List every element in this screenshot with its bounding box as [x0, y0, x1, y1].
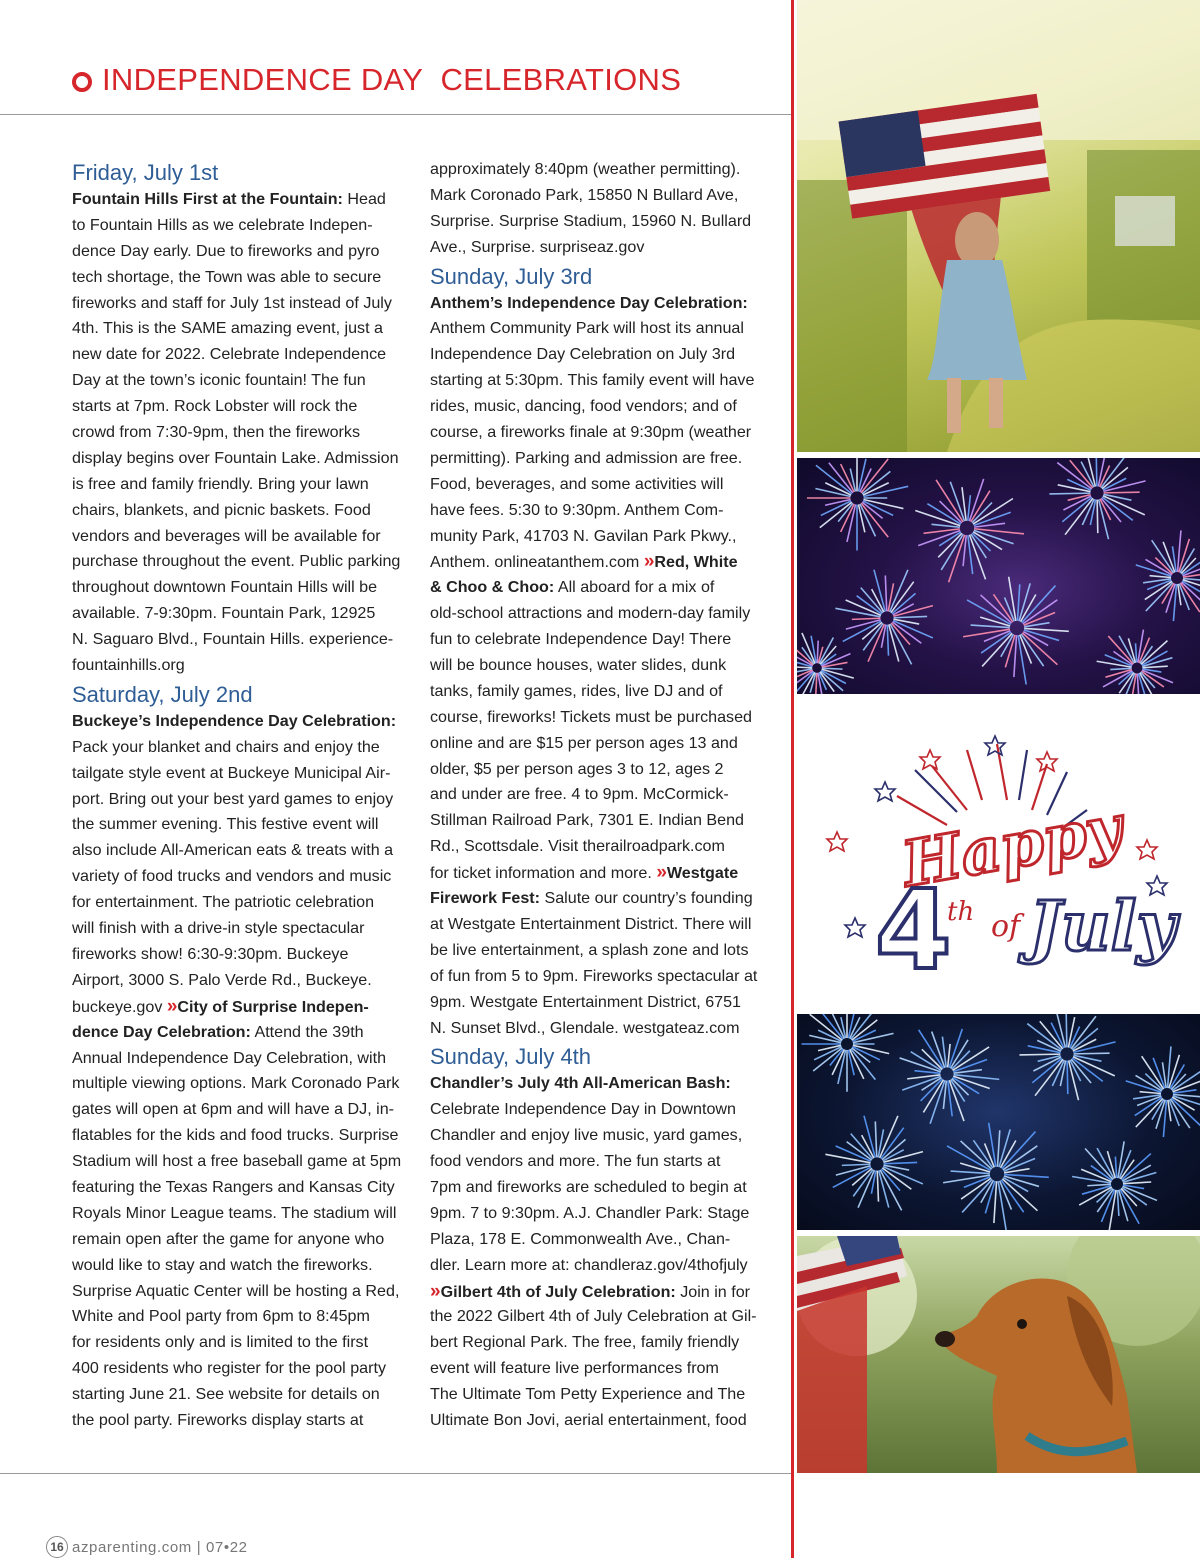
body-text-line: [430, 860, 770, 886]
body-text-line: fun to celebrate Independence Day! There: [430, 630, 732, 649]
body-text: Anthem. onlineatanthem.com: [430, 553, 644, 572]
body-text-line: Stadium will host a free baseball game at 5pm: [72, 1152, 402, 1171]
body-text-line: [72, 994, 412, 1020]
page-header: [72, 58, 681, 102]
happy-fourth-of-july-art: [797, 700, 1200, 1010]
body-text-line: remain open after the game for anyone who: [72, 1229, 385, 1248]
body-text-line: old-school attractions and modern-day family: [430, 604, 751, 623]
body-text-line: also include All-American eats & treats with a: [72, 841, 394, 860]
firework-burst: [963, 577, 1069, 685]
body-text-line: Chandler and enjoy live music, yard games,: [430, 1126, 743, 1145]
art-happy: Happy: [896, 790, 1128, 901]
body-text-line: event will feature live performances from: [430, 1359, 719, 1378]
footer-separator: |: [196, 1538, 202, 1556]
body-text-line: White and Pool party from 6pm to 8:45pm: [72, 1307, 370, 1326]
body-text-line: new date for 2022. Celebrate Independence: [72, 345, 387, 364]
firework-burst: [1097, 630, 1173, 694]
footer-divider: [0, 1473, 791, 1474]
body-text-line: Pack your blanket and chairs and enjoy the: [72, 737, 380, 756]
double-chevron-icon: »: [643, 551, 653, 573]
issue-date: 07•22: [205, 1538, 248, 1556]
body-text-line: throughout downtown Fountain Hills will be: [72, 578, 378, 597]
body-text-line: [430, 575, 770, 601]
body-text: for ticket information and more.: [430, 864, 657, 883]
body-text-line: [430, 886, 770, 912]
event-title: Firework Fest:: [430, 889, 541, 908]
body-text-line: Royals Minor League teams. The stadium will: [72, 1203, 397, 1222]
body-text-line: starts at 7pm. Rock Lobster will rock the: [72, 397, 358, 416]
event-title: City of Surprise Indepen-: [177, 997, 369, 1016]
body-text-line: the pool party. Fireworks display starts at: [72, 1410, 364, 1429]
body-text-line: [430, 1071, 770, 1097]
firework-burst: [1072, 1141, 1157, 1230]
page-number: 16: [46, 1536, 68, 1558]
body-text-line: 9pm. Westgate Entertainment District, 6751: [430, 992, 741, 1011]
event-title: & Choo & Choo:: [430, 578, 555, 597]
body-text-line: crowd from 7:30-9pm, then the fireworks: [72, 423, 361, 442]
body-text-line: munity Park, 41703 N. Gavilan Park Pkwy.,: [430, 526, 737, 545]
body-text-line: The Ultimate Tom Petty Experience and The: [430, 1385, 746, 1404]
double-chevron-icon: »: [166, 995, 176, 1017]
body-text-line: [430, 549, 770, 575]
body-text-line: would like to stay and watch the fireworks.: [72, 1255, 373, 1274]
body-text-line: the 2022 Gilbert 4th of July Celebration at Gil-: [430, 1307, 757, 1326]
body-text-line: dler. Learn more at: chandleraz.gov/4thofjuly: [430, 1255, 748, 1274]
circle-bullet-icon: [72, 72, 92, 92]
body-text: Join in for: [675, 1282, 751, 1301]
body-text-line: for residents only and is limited to the first: [72, 1333, 369, 1352]
section-heading: Sunday, July 4th: [430, 1044, 592, 1070]
double-chevron-icon: »: [430, 1280, 439, 1302]
body-text-line: tech shortage, the Town was able to secure: [72, 267, 382, 286]
body-text-line: rides, music, dancing, food vendors; and of: [430, 397, 737, 416]
body-text-line: will be bounce houses, water slides, dunk: [430, 656, 727, 675]
body-text-line: fireworks show! 6:30-9:30pm. Buckeye: [72, 944, 349, 963]
body-text: Attend the 39th: [250, 1022, 364, 1041]
body-text-line: N. Sunset Blvd., Glendale. westgateaz.com: [430, 1018, 740, 1037]
body-text: Head: [342, 190, 386, 208]
section-heading: Friday, July 1st: [72, 160, 219, 185]
body-text-line: N. Saguaro Blvd., Fountain Hills. experience-: [72, 630, 394, 649]
site-name: azparenting.com: [72, 1538, 192, 1556]
body-text-line: 4th. This is the SAME amazing event, just a: [72, 319, 383, 338]
body-text-line: Food, beverages, and some activities will: [430, 474, 724, 493]
red-vertical-rule: [791, 0, 794, 1558]
body-text-line: available. 7-9:30pm. Fountain Park, 12925: [72, 604, 376, 623]
body-text: buckeye.gov: [72, 997, 167, 1016]
body-text-line: online and are $15 per person ages 13 and: [430, 733, 738, 752]
body-text-line: gates will open at 6pm and will have a DJ, in-: [72, 1100, 395, 1119]
body-text-line: chairs, blankets, and picnic baskets. Food: [72, 500, 371, 519]
body-text-line: [72, 1020, 412, 1046]
body-text-line: fountainhills.org: [72, 656, 185, 675]
body-text-line: display begins over Fountain Lake. Admission: [72, 448, 399, 467]
body-text-line: tailgate style event at Buckeye Municipal Air-: [72, 763, 391, 782]
double-chevron-icon: »: [656, 862, 665, 884]
firework-burst: [797, 633, 854, 694]
body-text-line: dence Day early. Due to fireworks and pyro: [72, 241, 380, 260]
section-heading: Sunday, July 3rd: [430, 263, 593, 289]
body-text-line: [72, 187, 412, 213]
body-text-line: 9pm. 7 to 9:30pm. A.J. Chandler Park: Stage: [430, 1203, 750, 1222]
body-text-line: of fun from 5 to 9pm. Fireworks spectacular at: [430, 966, 758, 985]
body-text-line: be live entertainment, a splash zone and lots: [430, 940, 749, 959]
firework-burst: [802, 1014, 894, 1092]
photo-fireworks-purple: [797, 458, 1200, 694]
body-text-line: Rd., Scottsdale. Visit therailroadpark.com: [430, 837, 725, 856]
body-text: Salute our country’s founding: [540, 889, 753, 908]
body-text-line: tanks, family games, rides, live DJ and of: [430, 681, 723, 700]
body-text-line: vendors and beverages will be available for: [72, 526, 381, 545]
firework-burst: [835, 570, 933, 665]
firework-burst: [1019, 1014, 1115, 1100]
event-title: Buckeye’s Independence Day Celebration:: [72, 711, 397, 730]
body-text-line: older, $5 per person ages 3 to 12, ages 2: [430, 759, 724, 778]
photo-dog-with-flag: [797, 1236, 1200, 1473]
body-text-line: multiple viewing options. Mark Coronado Park: [72, 1074, 400, 1093]
body-text-line: featuring the Texas Rangers and Kansas City: [72, 1177, 395, 1196]
body-text-line: will finish with a drive-in style spectacular: [72, 919, 365, 938]
body-text-line: Surprise Aquatic Center will be hosting a Red,: [72, 1281, 400, 1300]
body-text-line: the summer evening. This festive event will: [72, 815, 379, 834]
page-footer: [46, 1536, 248, 1558]
body-text-line: Mark Coronado Park, 15850 N Bullard Ave,: [430, 185, 739, 204]
body-text-line: Day at the town’s iconic fountain! The fun: [72, 371, 366, 390]
art-four: 4: [875, 866, 952, 994]
body-text-line: Annual Independence Day Celebration, with: [72, 1048, 387, 1067]
body-text-line: 7pm and fireworks are scheduled to begin at: [430, 1177, 747, 1196]
header-divider: [0, 114, 791, 115]
body-text-line: [430, 291, 770, 317]
firework-burst: [825, 1116, 923, 1211]
firework-burst: [807, 458, 908, 551]
art-july: July: [1029, 887, 1176, 967]
body-text-line: permitting). Parking and admission are free.: [430, 448, 743, 467]
firework-burst: [900, 1029, 1000, 1124]
body-text: All aboard for a mix of: [554, 578, 715, 597]
section-heading: Saturday, July 2nd: [72, 681, 253, 707]
body-text-line: food vendors and more. The fun starts at: [430, 1152, 721, 1171]
photo-girl-with-flag: [797, 0, 1200, 452]
firework-burst: [915, 479, 1024, 582]
body-text-line: Ave., Surprise. surpriseaz.gov: [430, 237, 645, 256]
body-text-line: to Fountain Hills as we celebrate Indepen-: [72, 215, 373, 234]
body-text-line: Anthem Community Park will host its annual: [430, 319, 744, 338]
body-text-line: approximately 8:40pm (weather permitting).: [430, 160, 741, 178]
event-title: Fountain Hills First at the Fountain:: [72, 190, 343, 208]
body-text-line: course, fireworks! Tickets must be purchased: [430, 707, 753, 726]
body-text-line: Ultimate Bon Jovi, aerial entertainment, food: [430, 1410, 747, 1429]
body-text-line: port. Bring out your best yard games to enjoy: [72, 789, 394, 808]
art-th: th: [947, 897, 975, 927]
photo-fireworks-blue: [797, 1014, 1200, 1230]
body-text-line: course, a fireworks finale at 9:30pm (weather: [430, 423, 752, 442]
body-text-line: flatables for the kids and food trucks. Surprise: [72, 1126, 399, 1145]
body-text-line: have fees. 5:30 to 9:30pm. Anthem Com-: [430, 500, 724, 519]
firework-burst: [1136, 530, 1200, 621]
body-text-line: variety of food trucks and vendors and music: [72, 867, 392, 886]
body-text-line: and under are free. 4 to 9pm. McCormick-: [430, 785, 729, 804]
body-text-line: fireworks and staff for July 1st instead of July: [72, 293, 392, 312]
body-text-line: starting June 21. See website for details on: [72, 1385, 380, 1404]
body-text-line: Surprise. Surprise Stadium, 15960 N. Bullard: [430, 211, 752, 230]
body-text-line: 400 residents who register for the pool party: [72, 1359, 387, 1378]
firework-burst: [943, 1123, 1049, 1230]
body-text-line: Stillman Railroad Park, 7301 E. Indian Bend: [430, 811, 745, 830]
event-title: Anthem’s Independence Day Celebration:: [430, 293, 748, 312]
event-title: dence Day Celebration:: [72, 1022, 251, 1041]
event-title: Gilbert 4th of July Celebration:: [440, 1282, 676, 1301]
body-text-line: Independence Day Celebration on July 3rd: [430, 345, 736, 364]
body-text-line: is free and family friendly. Bring your lawn: [72, 474, 369, 493]
page-title: INDEPENDENCE DAY CELEBRATIONS: [102, 62, 682, 97]
left-column: [72, 157, 412, 1434]
event-title: Red, White: [654, 553, 738, 572]
body-text-line: Plaza, 178 E. Commonwealth Ave., Chan-: [430, 1229, 731, 1248]
body-text-line: bert Regional Park. The free, family friendly: [430, 1333, 740, 1352]
body-text-line: [72, 709, 412, 735]
body-text-line: [430, 1279, 770, 1305]
body-text-line: at Westgate Entertainment District. There will: [430, 914, 752, 933]
body-text-line: Airport, 3000 S. Palo Verde Rd., Buckeye.: [72, 970, 372, 989]
body-text-line: starting at 5:30pm. This family event will have: [430, 371, 755, 390]
firework-burst: [1126, 1046, 1200, 1137]
body-text-line: for entertainment. The patriotic celebration: [72, 893, 375, 912]
firework-burst: [1049, 458, 1145, 539]
art-of: of: [991, 909, 1021, 944]
right-column: [430, 157, 770, 1434]
body-text-line: Celebrate Independence Day in Downtown: [430, 1100, 736, 1119]
event-title: Westgate: [666, 864, 739, 883]
event-title: Chandler’s July 4th All-American Bash:: [430, 1074, 731, 1093]
body-text-line: purchase throughout the event. Public parking: [72, 552, 401, 571]
